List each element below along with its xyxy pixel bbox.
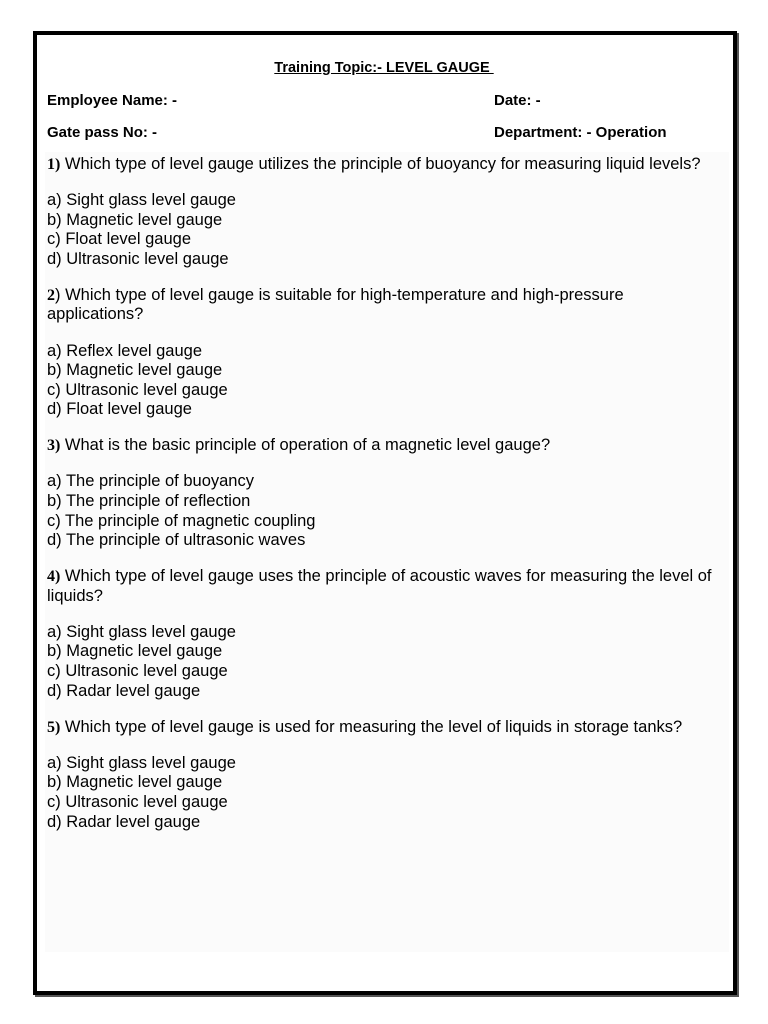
question-5 [47,718,719,832]
date-label: Date: - [494,92,541,109]
question-number: 3) [47,437,61,455]
option-c: c) Ultrasonic level gauge [47,792,228,811]
page-title: Training Topic:- LEVEL GAUGE [274,60,494,76]
option-a: a) The principle of buoyancy [47,472,254,491]
question-number: 4) [47,568,61,586]
option-c: c) Float level gauge [47,230,191,249]
question-number: 1) [47,156,61,173]
option-c: c) Ultrasonic level gauge [47,662,228,681]
question-body: Which type of level gauge utilizes the principle of buoyancy for measuring liquid levels? [60,155,701,173]
question-number: 2 [47,286,55,304]
option-d: d) The principle of ultrasonic waves [47,531,306,550]
question-text [47,567,719,606]
option-d: d) Float level gauge [47,400,192,419]
question-text [47,718,719,738]
option-b: b) Magnetic level gauge [47,361,223,380]
option-b: b) Magnetic level gauge [47,642,223,661]
option-d: d) Radar level gauge [47,812,201,831]
question-3 [47,436,719,550]
option-c: c) The principle of magnetic coupling [47,511,316,530]
question-body: Which type of level gauge is used for measuring the level of liquids in storage tanks? [60,717,683,736]
department-label: Department: - Operation [494,124,667,141]
question-number: 5) [47,718,61,736]
question-2 [47,286,719,420]
question-list [47,155,719,848]
option-a: a) Reflex level gauge [47,341,203,360]
employee-name-label: Employee Name: - [47,92,178,109]
option-b: b) The principle of reflection [47,492,251,510]
option-d: d) Ultrasonic level gauge [47,249,229,268]
question-body: ) Which type of level gauge is suitable for high-temperature and high-pressure applications? [47,285,624,324]
option-b: b) Magnetic level gauge [47,210,223,229]
question-text [47,286,719,325]
question-body: Which type of level gauge uses the principle of acoustic waves for measuring the level of liquids? [47,567,712,605]
question-text [47,155,719,175]
option-d: d) Radar level gauge [47,681,201,700]
question-body: What is the basic principle of operation of a magnetic level gauge? [60,436,551,455]
option-a: a) Sight glass level gauge [47,622,236,641]
option-a: a) Sight glass level gauge [47,753,236,772]
question-text [47,436,719,456]
option-c: c) Ultrasonic level gauge [47,380,228,399]
option-b: b) Magnetic level gauge [47,773,223,792]
option-a: a) Sight glass level gauge [47,191,236,210]
question-1 [47,155,719,269]
gate-pass-label: Gate pass No: - [47,124,158,141]
question-4 [47,567,719,701]
